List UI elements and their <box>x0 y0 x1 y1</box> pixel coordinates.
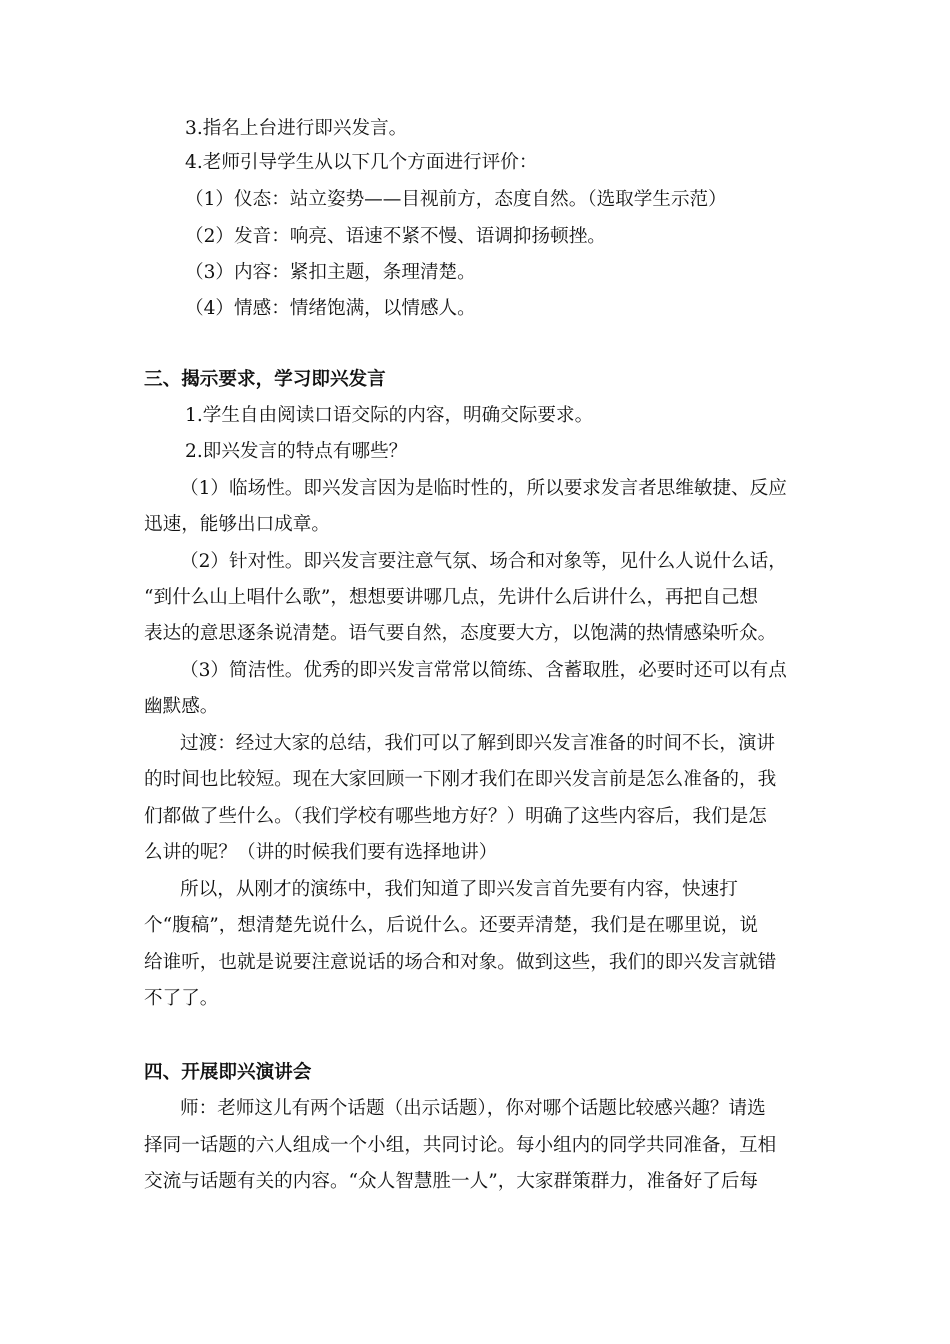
transition-line: 们都做了些什么。（我们学校有哪些地方好？）明确了这些内容后，我们是怎 <box>144 806 767 827</box>
item-4: 4.老师引导学生从以下几个方面进行评价： <box>185 152 538 173</box>
section-3-heading: 三、揭示要求，学习即兴发言 <box>144 369 386 390</box>
section-4-line: 择同一话题的六人组成一个小组，共同讨论。每小组内的同学共同准备，互相 <box>144 1135 777 1156</box>
transition-line: 么讲的呢？（讲的时候我们要有选择地讲） <box>144 842 498 863</box>
section-3-item-1: 1.学生自由阅读口语交际的内容，明确交际要求。 <box>185 405 594 426</box>
summary-line: 给谁听，也就是说要注意说话的场合和对象。做到这些，我们的即兴发言就错 <box>144 952 777 973</box>
summary-line: 不了了。 <box>144 988 219 1009</box>
point-2-line: （2）针对性。即兴发言要注意气氛、场合和对象等，见什么人说什么话， <box>180 551 787 572</box>
section-4-line: 交流与话题有关的内容。“众人智慧胜一人”，大家群策群力，准备好了后每 <box>144 1171 759 1192</box>
point-1-line: （1）临场性。即兴发言因为是临时性的，所以要求发言者思维敏捷、反应 <box>180 478 787 499</box>
eval-item: （4）情感：情绪饱满，以情感人。 <box>185 298 476 319</box>
section-4-heading: 四、开展即兴演讲会 <box>144 1062 312 1083</box>
eval-item: （2）发音：响亮、语速不紧不慢、语调抑扬顿挫。 <box>185 226 606 247</box>
point-3-line: 幽默感。 <box>144 696 219 717</box>
point-2-line: “到什么山上唱什么歌”，想想要讲哪几点，先讲什么后讲什么，再把自己想 <box>144 587 759 608</box>
summary-line: 所以，从刚才的演练中，我们知道了即兴发言首先要有内容，快速打 <box>180 879 738 900</box>
eval-item: （3）内容：紧扣主题，条理清楚。 <box>185 262 476 283</box>
point-3-line: （3）简洁性。优秀的即兴发言常常以简练、含蓄取胜，必要时还可以有点 <box>180 660 787 681</box>
transition-line: 过渡：经过大家的总结，我们可以了解到即兴发言准备的时间不长，演讲 <box>180 733 776 754</box>
transition-line: 的时间也比较短。现在大家回顾一下刚才我们在即兴发言前是怎么准备的，我 <box>144 769 777 790</box>
item-3: 3.指名上台进行即兴发言。 <box>185 118 408 139</box>
point-1-line: 迅速，能够出口成章。 <box>144 514 330 535</box>
eval-item: （1）仪态：站立姿势——目视前方，态度自然。（选取学生示范） <box>185 189 727 210</box>
section-4-line: 师：老师这儿有两个话题（出示话题），你对哪个话题比较感兴趣？请选 <box>180 1098 766 1119</box>
section-3-item-2: 2.即兴发言的特点有哪些？ <box>185 441 408 462</box>
point-2-line: 表达的意思逐条说清楚。语气要自然，态度要大方，以饱满的热情感染听众。 <box>144 623 777 644</box>
summary-line: 个“腹稿”，想清楚先说什么，后说什么。还要弄清楚，我们是在哪里说，说 <box>144 915 759 936</box>
